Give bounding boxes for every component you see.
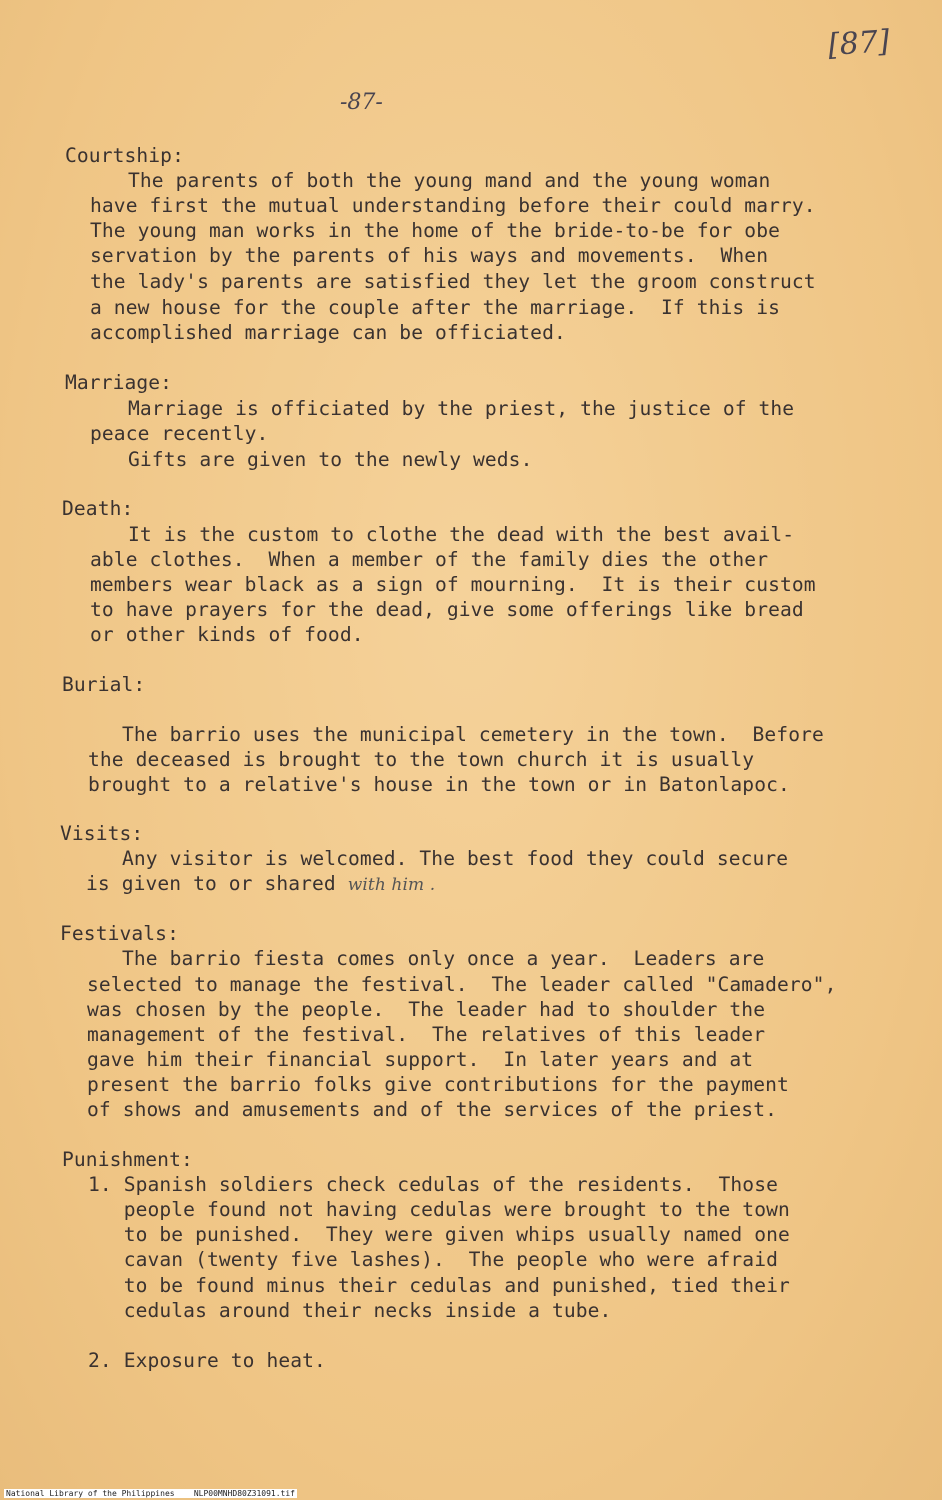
punishment-line: cedulas around their necks inside a tube.: [88, 1299, 612, 1322]
marriage-heading: Marriage:: [65, 371, 173, 394]
festivals-line: of shows and amusements and of the services of the priest.: [87, 1098, 777, 1121]
courtship-line: have first the mutual understanding before their could marry.: [90, 194, 816, 217]
burial-line: brought to a relative's house in the town or in Batonlapoc.: [88, 773, 790, 796]
marriage-line: Gifts are given to the newly weds.: [128, 448, 533, 471]
punishment-line: to be found minus their cedulas and punished, tied their: [88, 1274, 790, 1297]
festivals-line: was chosen by the people. The leader had to shoulder the: [87, 998, 766, 1021]
marriage-line: Marriage is officiated by the priest, the justice of the: [128, 397, 795, 420]
death-line: or other kinds of food.: [90, 623, 364, 646]
visits-line-text: is given to or shared: [86, 872, 336, 895]
burial-line: The barrio uses the municipal cemetery in the town. Before: [122, 723, 824, 746]
death-line: It is the custom to clothe the dead with the best avail-: [128, 523, 795, 546]
punishment-line: 2. Exposure to heat.: [88, 1349, 326, 1372]
punishment-line: 1. Spanish soldiers check cedulas of the residents. Those: [88, 1173, 778, 1196]
handwritten-addition: with him .: [347, 875, 436, 895]
death-line: able clothes. When a member of the family dies the other: [90, 548, 769, 571]
festivals-line: present the barrio folks give contributions for the payment: [87, 1073, 789, 1096]
courtship-line: accomplished marriage can be officiated.: [90, 321, 566, 344]
footer-caption: National Library of the Philippines NLP00MNHD80Z31091.tif: [6, 1489, 295, 1498]
punishment-heading: Punishment:: [62, 1148, 193, 1171]
courtship-line: The parents of both the young mand and the young woman: [128, 169, 771, 192]
courtship-heading: Courtship:: [65, 144, 184, 167]
death-line: members wear black as a sign of mourning. It is their custom: [90, 573, 816, 596]
visits-line: Any visitor is welcomed. The best food they could secure: [122, 847, 789, 870]
death-heading: Death:: [62, 497, 134, 520]
courtship-line: the lady's parents are satisfied they let the groom construct: [90, 270, 816, 293]
visits-line: [86, 871, 435, 898]
festivals-line: management of the festival. The relatives of this leader: [87, 1023, 766, 1046]
festivals-heading: Festivals:: [60, 922, 179, 945]
punishment-line: to be punished. They were given whips usually named one: [88, 1223, 790, 1246]
festivals-line: selected to manage the festival. The leader called "Camadero",: [87, 973, 837, 996]
visits-heading: Visits:: [60, 822, 144, 845]
punishment-line: people found not having cedulas were brought to the town: [88, 1198, 790, 1221]
burial-heading: Burial:: [62, 673, 146, 696]
festivals-line: gave him their financial support. In later years and at: [87, 1048, 754, 1071]
courtship-line: The young man works in the home of the bride-to-be for obe: [90, 219, 780, 242]
burial-line: the deceased is brought to the town church it is usually: [88, 748, 755, 771]
festivals-line: The barrio fiesta comes only once a year. Leaders are: [122, 947, 765, 970]
courtship-line: servation by the parents of his ways and movements. When: [90, 244, 769, 267]
punishment-line: cavan (twenty five lashes). The people who were afraid: [88, 1248, 778, 1271]
marriage-line: peace recently.: [90, 422, 269, 445]
handwritten-page-number: [87]: [827, 23, 892, 64]
courtship-line: a new house for the couple after the marriage. If this is: [90, 296, 780, 319]
page-number: -87-: [340, 90, 383, 115]
death-line: to have prayers for the dead, give some offerings like bread: [90, 598, 804, 621]
